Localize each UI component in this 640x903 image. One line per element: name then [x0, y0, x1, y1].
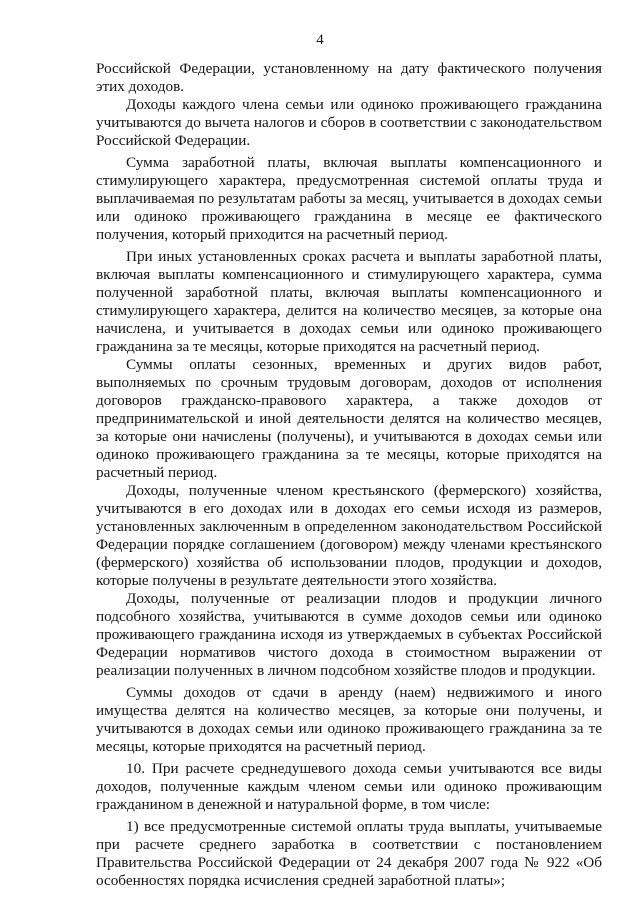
- paragraph-household-plot: Доходы, полученные от реализации плодов и продукции личного подсобного хозяйства, учитываются в сумме доходов семьи или одиноко проживающего гражданина исходя из утверждаемых в субъектах Российской Федерации нормативов чистого дохода в стоимостном выражении от реализации полученных в личном подсобном хозяйстве плодов и продукции.: [96, 590, 602, 679]
- paragraph-salary-monthly: Сумма заработной платы, включая выплаты компенсационного и стимулирующего характера, предусмотренная системой оплаты труда и выплачиваемая по результатам работы за месяц, учитывается в доходах семьи или одиноко проживающего гражданина в месяце ее фактического получения, который приходится на расчетный период.: [96, 154, 602, 243]
- paragraph-rent-income: Суммы доходов от сдачи в аренду (наем) недвижимого и иного имущества делятся на количество месяцев, за которые они получены, и учитываются в доходах семьи или одиноко проживающего гражданина за те месяцы, которые приходятся на расчетный период.: [96, 684, 602, 755]
- paragraph-continuation: Российской Федерации, установленному на дату фактического получения этих доходов.: [96, 60, 602, 95]
- paragraph-income-before-taxes: Доходы каждого члена семьи или одиноко проживающего гражданина учитываются до вычета налогов и сборов в соответствии с законодательством Российской Федерации.: [96, 96, 602, 149]
- paragraph-seasonal-work: Суммы оплаты сезонных, временных и других видов работ, выполняемых по срочным трудовым договорам, доходов от исполнения договоров гражданско-правового характера, а также доходов от предпринимательской и иной деятельности делятся на количество месяцев, за которые они начислены (получены), и учитываются в доходах семьи или одиноко проживающего гражданина за те месяцы, которые приходятся на расчетный период.: [96, 356, 602, 481]
- paragraph-salary-other-terms: При иных установленных сроках расчета и выплаты заработной платы, включая выплаты компенсационного и стимулирующего характера, сумма полученной заработной платы, включая выплаты компенсационного и стимулирующего характера, делится на количество месяцев, за которые она начислена, и учитывается в доходах семьи или одиноко проживающего гражданина за те месяцы, которые приходятся на расчетный период.: [96, 248, 602, 355]
- document-body: [96, 60, 602, 890]
- paragraph-farm-income: Доходы, полученные членом крестьянского (фермерского) хозяйства, учитываются в его доходах или в доходах его семьи исходя из размеров, установленных заключенным в определенном законодательством Российской Федерации порядке соглашением (договором) между членами крестьянского (фермерского) хозяйства об использовании плодов, продукции и доходов, которые получены в результате деятельности этого хозяйства.: [96, 482, 602, 589]
- paragraph-item-10: 10. При расчете среднедушевого дохода семьи учитываются все виды доходов, полученные каждым членом семьи или одиноко проживающим гражданином в денежной и натуральной форме, в том числе:: [96, 760, 602, 813]
- paragraph-subitem-1: 1) все предусмотренные системой оплаты труда выплаты, учитываемые при расчете среднего заработка в соответствии с постановлением Правительства Российской Федерации от 24 декабря 2007 года № 922 «Об особенностях порядка исчисления средней заработной платы»;: [96, 818, 602, 889]
- page-number: 4: [316, 32, 324, 48]
